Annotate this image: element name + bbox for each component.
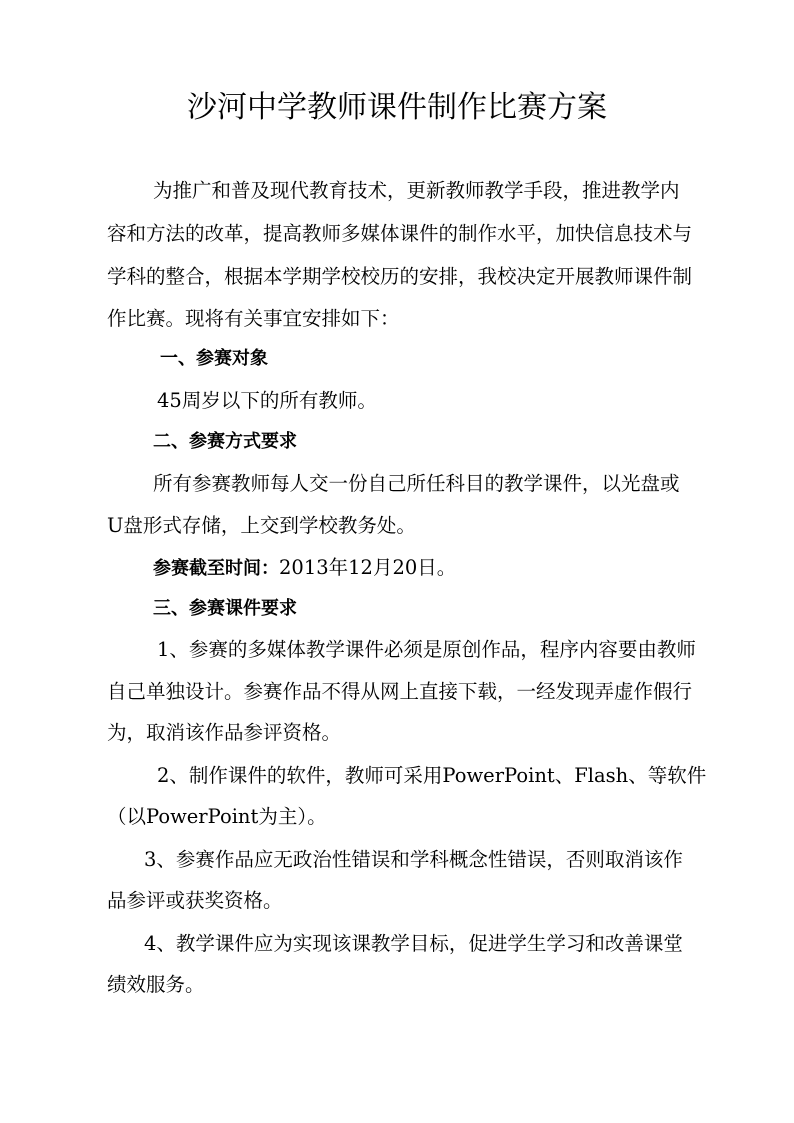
intro-line-3: 学科的整合，根据本学期学校校历的安排，我校决定开展教师课件制 (107, 265, 693, 288)
req2-line-2: （以PowerPoint为主）。 (107, 805, 327, 828)
req3-line-1: 3、参赛作品应无政治性错误和学科概念性错误，否则取消该作 (144, 848, 683, 871)
req2-line-1: 2、制作课件的软件，教师可采用PowerPoint、Flash、等软件 (157, 764, 707, 787)
section-heading-method: 二、参赛方式要求 (153, 431, 297, 452)
section-heading-participants: 一、参赛对象 (160, 348, 268, 369)
method-line-2: U盘形式存储，上交到学校教务处。 (107, 514, 416, 537)
deadline-value: 2013年12月20日。 (279, 556, 457, 579)
intro-line-2: 容和方法的改革，提高教师多媒体课件的制作水平，加快信息技术与 (107, 222, 693, 245)
document-title: 沙河中学教师课件制作比赛方案 (187, 90, 607, 125)
req1-line-2: 自己单独设计。参赛作品不得从网上直接下载，一经发现弄虚作假行 (107, 680, 693, 703)
req1-line-1: 1、参赛的多媒体教学课件必须是原创作品，程序内容要由教师 (157, 638, 696, 661)
deadline-line (153, 553, 456, 584)
intro-line-1: 为推广和普及现代教育技术，更新教师教学手段，推进教学内 (153, 179, 680, 202)
req1-line-3: 为，取消该作品参评资格。 (107, 721, 342, 744)
req4-line-1: 4、教学课件应为实现该课教学目标，促进学生学习和改善课堂 (144, 932, 683, 955)
method-line-1: 所有参赛教师每人交一份自己所任科目的教学课件，以光盘或 (153, 472, 680, 495)
participants-body: 45周岁以下的所有教师。 (157, 389, 377, 412)
section-heading-requirements: 三、参赛课件要求 (153, 598, 297, 619)
req3-line-2: 品参评或获奖资格。 (107, 889, 283, 912)
deadline-label: 参赛截至时间： (153, 558, 279, 579)
req4-line-2: 绩效服务。 (107, 973, 205, 996)
intro-line-4: 作比赛。现将有关事宜安排如下： (107, 307, 400, 330)
